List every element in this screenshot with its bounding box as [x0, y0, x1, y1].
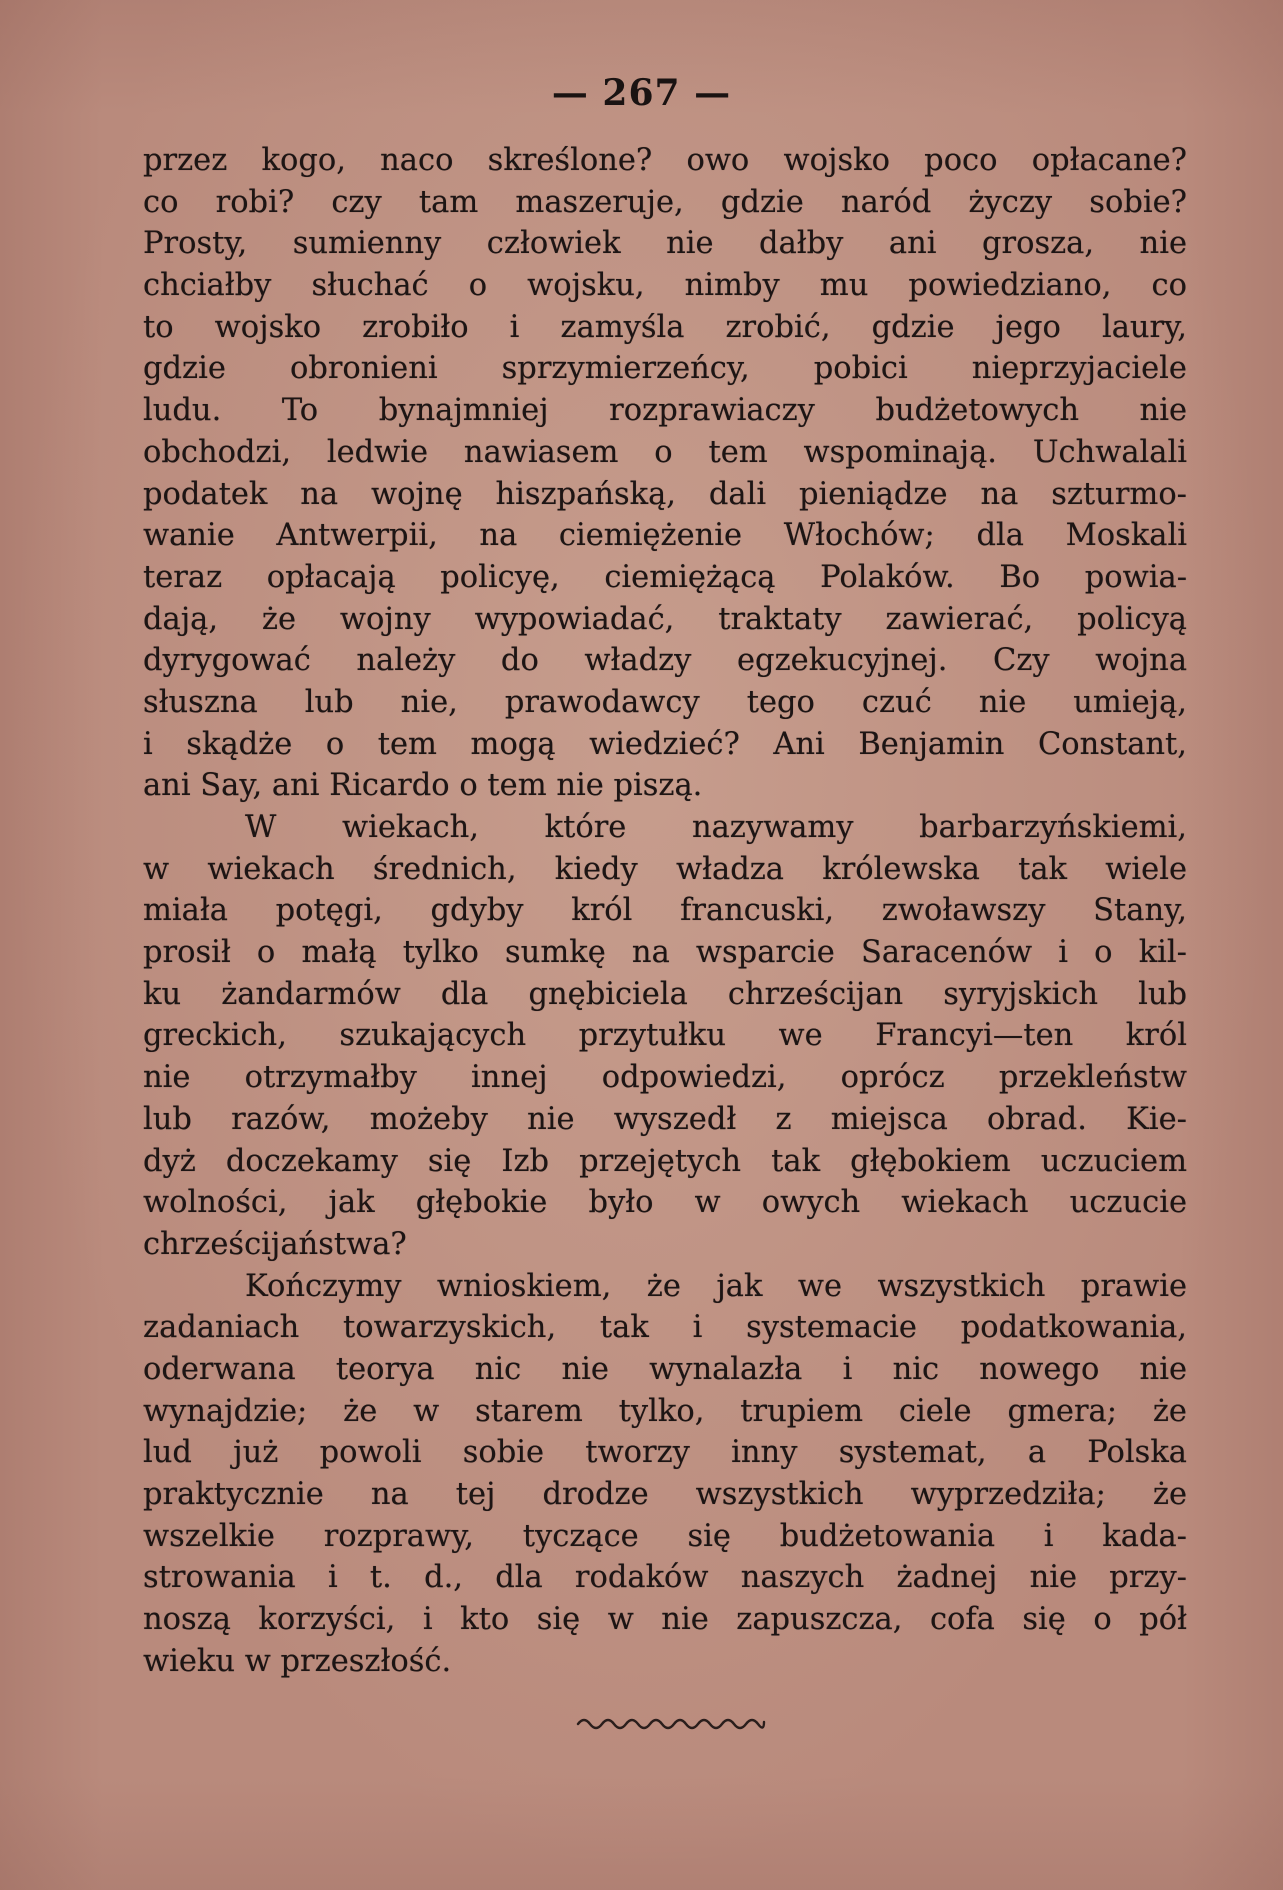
- text-line: teraz opłacają policyę, ciemiężącą Polaków. Bo powia-: [143, 559, 1187, 595]
- text-line: wolności, jak głębokie było w owych wiekach uczucie: [143, 1185, 1187, 1221]
- text-line: to wojsko zrobiło i zamyśla zrobić, gdzie jego laury,: [143, 309, 1187, 345]
- text-line: greckich, szukających przytułku we Francyi—ten król: [143, 1018, 1187, 1054]
- text-line: praktycznie na tej drodze wszystkich wyprzedziła; że: [143, 1477, 1187, 1512]
- text-line: strowania i t. d., dla rodaków naszych żadnej nie przy-: [143, 1560, 1187, 1596]
- text-line: wynajdzie; że w starem tylko, trupiem ciele gmera; że: [143, 1393, 1187, 1429]
- text-line: ku żandarmów dla gnębiciela chrześcijan syryjskich lub: [143, 976, 1187, 1012]
- text-line: wieku w przeszłość.: [143, 1643, 452, 1679]
- text-line: lub razów, możeby nie wyszedł z miejsca obrad. Kie-: [143, 1101, 1187, 1137]
- text-line: obchodzi, ledwie nawiasem o tem wspominają. Uchwalali: [143, 434, 1187, 470]
- text-line: zadaniach towarzyskich, tak i systemacie podatkowania,: [143, 1310, 1187, 1346]
- text-line: dają, że wojny wypowiadać, traktaty zawierać, policyą: [143, 601, 1187, 637]
- text-line: prosił o małą tylko sumkę na wsparcie Saracenów i o kil-: [143, 935, 1187, 971]
- text-line: i skądże o tem mogą wiedzieć? Ani Benjamin Constant,: [143, 726, 1187, 762]
- text-line: gdzie obronieni sprzymierzeńcy, pobici nieprzyjaciele: [143, 351, 1187, 387]
- body-text: [143, 140, 1187, 1682]
- text-line: dyrygować należy do władzy egzekucyjnej. Czy wojna: [143, 643, 1187, 679]
- text-line: wanie Antwerpii, na ciemiężenie Włochów; dla Moskali: [143, 518, 1187, 554]
- text-line: słuszna lub nie, prawodawcy tego czuć nie umieją,: [143, 684, 1187, 720]
- text-line: ludu. To bynajmniej rozprawiaczy budżetowych nie: [143, 393, 1187, 429]
- text-line: Kończymy wnioskiem, że jak we wszystkich prawie: [245, 1268, 1187, 1304]
- text-line: oderwana teorya nic nie wynalazła i nic nowego nie: [143, 1351, 1187, 1387]
- text-line: przez kogo, naco skreślone? owo wojsko poco opłacane?: [143, 143, 1187, 178]
- text-line: co robi? czy tam maszeruje, gdzie naród życzy sobie?: [143, 184, 1187, 220]
- text-line: Prosty, sumienny człowiek nie dałby ani grosza, nie: [143, 226, 1187, 262]
- ornament-divider: [576, 1712, 766, 1734]
- text-line: noszą korzyści, i kto się w nie zapuszcza, cofa się o pół: [143, 1602, 1187, 1638]
- text-line: ani Say, ani Ricardo o tem nie piszą.: [143, 768, 703, 804]
- text-line: nie otrzymałby innej odpowiedzi, oprócz przekleństw: [143, 1060, 1187, 1096]
- page-number: — 267 —: [551, 72, 732, 114]
- text-line: chciałby słuchać o wojsku, nimby mu powiedziano, co: [143, 268, 1187, 304]
- text-line: chrześcijaństwa?: [143, 1226, 407, 1262]
- text-line: miała potęgi, gdyby król francuski, zwoławszy Stany,: [143, 893, 1187, 929]
- text-line: W wiekach, które nazywamy barbarzyńskiemi,: [245, 810, 1187, 845]
- text-line: wszelkie rozprawy, tyczące się budżetowania i kada-: [143, 1518, 1187, 1554]
- text-line: lud już powoli sobie tworzy inny systemat, a Polska: [143, 1435, 1187, 1471]
- text-line: podatek na wojnę hiszpańską, dali pieniądze na szturmo-: [143, 476, 1187, 512]
- text-line: w wiekach średnich, kiedy władza królewska tak wiele: [143, 851, 1187, 887]
- text-line: dyż doczekamy się Izb przejętych tak głębokiem uczuciem: [143, 1143, 1187, 1179]
